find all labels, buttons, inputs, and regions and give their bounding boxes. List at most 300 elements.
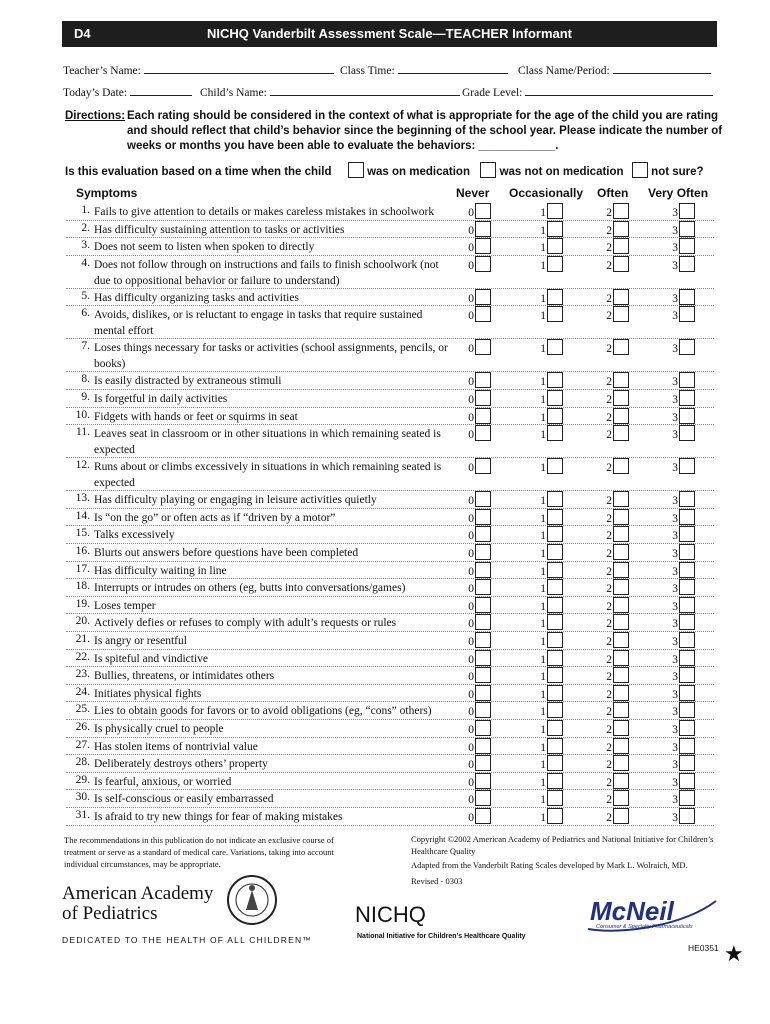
rating-very-often[interactable] — [670, 256, 695, 272]
rating-value: 1 — [540, 207, 546, 219]
rating-checkbox[interactable] — [613, 390, 629, 406]
rating-checkbox[interactable] — [475, 408, 491, 424]
rating-often[interactable] — [604, 339, 629, 355]
rating-occasionally[interactable] — [538, 544, 563, 560]
rating-checkbox[interactable] — [613, 425, 629, 441]
rating-checkbox[interactable] — [679, 702, 695, 718]
rating-checkbox[interactable] — [679, 790, 695, 806]
rating-occasionally[interactable] — [538, 372, 563, 388]
symptom-number: 21. — [75, 633, 90, 645]
rating-often[interactable] — [604, 256, 629, 272]
rating-never[interactable] — [466, 408, 491, 424]
rating-checkbox[interactable] — [613, 509, 629, 525]
rating-occasionally[interactable] — [538, 408, 563, 424]
rating-checkbox[interactable] — [547, 544, 563, 560]
rating-checkbox[interactable] — [679, 509, 695, 525]
rating-checkbox[interactable] — [547, 808, 563, 824]
rating-very-often[interactable] — [670, 808, 695, 824]
rating-occasionally[interactable] — [538, 238, 563, 254]
rating-never[interactable] — [466, 720, 491, 736]
rating-checkbox[interactable] — [613, 339, 629, 355]
rating-occasionally[interactable] — [538, 509, 563, 525]
rating-occasionally[interactable] — [538, 685, 563, 701]
rating-often[interactable] — [604, 390, 629, 406]
rating-never[interactable] — [466, 339, 491, 355]
rating-checkbox[interactable] — [547, 738, 563, 754]
rating-value: 1 — [540, 671, 546, 684]
medication-question-text: Is this evaluation based on a time when the child — [65, 166, 332, 178]
rating-occasionally[interactable] — [538, 790, 563, 806]
rating-never[interactable] — [466, 390, 491, 406]
rating-never[interactable] — [466, 790, 491, 806]
rating-occasionally[interactable] — [538, 339, 563, 355]
rating-occasionally[interactable] — [538, 755, 563, 771]
rating-checkbox[interactable] — [475, 238, 491, 254]
rating-very-often[interactable] — [670, 632, 695, 648]
rating-never[interactable] — [466, 425, 491, 441]
rating-very-often[interactable] — [670, 408, 695, 424]
rating-value: 0 — [468, 462, 474, 475]
rating-checkbox[interactable] — [475, 306, 491, 322]
rating-checkbox[interactable] — [613, 526, 629, 542]
class-period-field[interactable] — [518, 62, 711, 77]
directions-label: Directions: — [65, 110, 126, 122]
grade-level-line[interactable] — [525, 84, 713, 96]
rating-checkbox[interactable] — [679, 579, 695, 595]
rating-checkbox[interactable] — [547, 773, 563, 789]
rating-often[interactable] — [604, 597, 629, 613]
rating-checkbox[interactable] — [547, 650, 563, 666]
rating-checkbox[interactable] — [679, 597, 695, 613]
rating-never[interactable] — [466, 808, 491, 824]
rating-checkbox[interactable] — [547, 339, 563, 355]
rating-checkbox[interactable] — [547, 755, 563, 771]
grade-level-field[interactable] — [462, 84, 713, 99]
rating-often[interactable] — [604, 562, 629, 578]
rating-checkbox[interactable] — [547, 390, 563, 406]
form-code: D4 — [74, 26, 91, 41]
rating-occasionally[interactable] — [538, 458, 563, 474]
rating-checkbox[interactable] — [475, 720, 491, 736]
rating-often[interactable] — [604, 408, 629, 424]
rating-never[interactable] — [466, 238, 491, 254]
rating-value: 1 — [540, 310, 546, 323]
rating-never[interactable] — [466, 458, 491, 474]
rating-checkbox[interactable] — [679, 667, 695, 683]
rating-checkbox[interactable] — [613, 203, 629, 219]
rating-checkbox[interactable] — [613, 256, 629, 272]
rating-checkbox[interactable] — [475, 458, 491, 474]
rating-often[interactable] — [604, 306, 629, 322]
symptom-text: Does not seem to listen when spoken to directly — [94, 241, 315, 254]
rating-checkbox[interactable] — [613, 458, 629, 474]
rating-checkbox[interactable] — [547, 720, 563, 736]
rating-often[interactable] — [604, 720, 629, 736]
rating-very-often[interactable] — [670, 458, 695, 474]
rating-value: 2 — [606, 462, 612, 475]
rating-checkbox[interactable] — [475, 755, 491, 771]
rating-never[interactable] — [466, 256, 491, 272]
class-time-field[interactable] — [340, 62, 508, 77]
rating-often[interactable] — [604, 650, 629, 666]
rating-occasionally[interactable] — [538, 614, 563, 630]
rating-checkbox[interactable] — [613, 702, 629, 718]
todays-date-field[interactable] — [63, 84, 192, 99]
rating-checkbox[interactable] — [475, 339, 491, 355]
rating-value: 3 — [672, 741, 678, 754]
rating-checkbox[interactable] — [679, 372, 695, 388]
rating-checkbox[interactable] — [475, 702, 491, 718]
childs-name-field[interactable] — [200, 84, 460, 99]
rating-often[interactable] — [604, 203, 629, 219]
symptom-number: 25. — [75, 703, 90, 716]
rating-value: 2 — [606, 207, 612, 219]
rating-checkbox[interactable] — [547, 289, 563, 305]
rating-very-often[interactable] — [670, 667, 695, 683]
rating-checkbox[interactable] — [475, 425, 491, 441]
rating-occasionally[interactable] — [538, 650, 563, 666]
rating-checkbox[interactable] — [613, 808, 629, 824]
medication-yes-checkbox[interactable] — [348, 162, 364, 178]
rating-checkbox[interactable] — [679, 203, 695, 219]
rating-value: 0 — [468, 429, 474, 442]
rating-very-often[interactable] — [670, 702, 695, 718]
rating-very-often[interactable] — [670, 650, 695, 666]
rating-occasionally[interactable] — [538, 720, 563, 736]
rating-value: 1 — [540, 224, 546, 237]
rating-checkbox[interactable] — [475, 790, 491, 806]
rating-checkbox[interactable] — [613, 544, 629, 560]
rating-value: 1 — [540, 512, 546, 525]
rating-never[interactable] — [466, 372, 491, 388]
rating-never[interactable] — [466, 773, 491, 789]
symptom-number: 7. — [81, 340, 90, 353]
rating-checkbox[interactable] — [475, 289, 491, 305]
rating-checkbox[interactable] — [679, 544, 695, 560]
rating-checkbox[interactable] — [547, 203, 563, 219]
rating-very-often[interactable] — [670, 597, 695, 613]
rating-checkbox[interactable] — [679, 306, 695, 322]
symptom-text: Is self-conscious or easily embarrassed — [94, 793, 274, 806]
rating-never[interactable] — [466, 632, 491, 648]
rating-checkbox[interactable] — [613, 562, 629, 578]
teacher-name-field[interactable] — [63, 62, 334, 77]
rating-very-often[interactable] — [670, 425, 695, 441]
rating-very-often[interactable] — [670, 509, 695, 525]
rating-very-often[interactable] — [670, 491, 695, 507]
rating-very-often[interactable] — [670, 238, 695, 254]
rating-checkbox[interactable] — [475, 491, 491, 507]
rating-checkbox[interactable] — [613, 720, 629, 736]
rating-checkbox[interactable] — [679, 390, 695, 406]
rating-checkbox[interactable] — [547, 509, 563, 525]
rating-very-often[interactable] — [670, 372, 695, 388]
rating-occasionally[interactable] — [538, 390, 563, 406]
rating-often[interactable] — [604, 238, 629, 254]
rating-checkbox[interactable] — [679, 755, 695, 771]
rating-occasionally[interactable] — [538, 203, 563, 219]
rating-checkbox[interactable] — [547, 597, 563, 613]
rating-value: 3 — [672, 259, 678, 272]
rating-often[interactable] — [604, 773, 629, 789]
rating-checkbox[interactable] — [679, 408, 695, 424]
rating-checkbox[interactable] — [475, 390, 491, 406]
rating-never[interactable] — [466, 306, 491, 322]
rating-often[interactable] — [604, 579, 629, 595]
rating-checkbox[interactable] — [679, 425, 695, 441]
rating-checkbox[interactable] — [613, 755, 629, 771]
rating-very-often[interactable] — [670, 390, 695, 406]
todays-date-line[interactable] — [130, 84, 192, 96]
rating-checkbox[interactable] — [547, 408, 563, 424]
rating-often[interactable] — [604, 614, 629, 630]
rating-checkbox[interactable] — [547, 685, 563, 701]
rating-checkbox[interactable] — [679, 685, 695, 701]
rating-very-often[interactable] — [670, 614, 695, 630]
rating-occasionally[interactable] — [538, 632, 563, 648]
rating-very-often[interactable] — [670, 562, 695, 578]
rating-never[interactable] — [466, 738, 491, 754]
rating-often[interactable] — [604, 458, 629, 474]
rating-checkbox[interactable] — [475, 773, 491, 789]
rating-checkbox[interactable] — [547, 221, 563, 237]
rating-occasionally[interactable] — [538, 491, 563, 507]
rating-checkbox[interactable] — [679, 738, 695, 754]
rating-occasionally[interactable] — [538, 306, 563, 322]
rating-value: 3 — [672, 292, 678, 305]
rating-value: 3 — [672, 394, 678, 406]
rating-occasionally[interactable] — [538, 562, 563, 578]
rating-checkbox[interactable] — [679, 562, 695, 578]
rating-checkbox[interactable] — [613, 773, 629, 789]
symptom-number: 4. — [81, 256, 90, 269]
rating-checkbox[interactable] — [613, 790, 629, 806]
rating-checkbox[interactable] — [475, 509, 491, 525]
rating-checkbox[interactable] — [679, 773, 695, 789]
rating-often[interactable] — [604, 738, 629, 754]
rating-checkbox[interactable] — [547, 632, 563, 648]
rating-checkbox[interactable] — [547, 458, 563, 474]
rating-occasionally[interactable] — [538, 738, 563, 754]
rating-checkbox[interactable] — [475, 562, 491, 578]
rating-occasionally[interactable] — [538, 579, 563, 595]
rating-checkbox[interactable] — [679, 256, 695, 272]
rating-checkbox[interactable] — [547, 526, 563, 542]
rating-checkbox[interactable] — [547, 491, 563, 507]
rating-checkbox[interactable] — [679, 614, 695, 630]
rating-very-often[interactable] — [670, 685, 695, 701]
rating-value: 1 — [540, 688, 546, 701]
rating-occasionally[interactable] — [538, 667, 563, 683]
rating-very-often[interactable] — [670, 720, 695, 736]
rating-checkbox[interactable] — [613, 221, 629, 237]
rating-often[interactable] — [604, 526, 629, 542]
medication-no-checkbox[interactable] — [480, 162, 496, 178]
rating-never[interactable] — [466, 526, 491, 542]
rating-checkbox[interactable] — [613, 597, 629, 613]
rating-never[interactable] — [466, 579, 491, 595]
rating-never[interactable] — [466, 650, 491, 666]
rating-very-often[interactable] — [670, 579, 695, 595]
rating-checkbox[interactable] — [679, 720, 695, 736]
rating-often[interactable] — [604, 425, 629, 441]
rating-checkbox[interactable] — [475, 544, 491, 560]
rating-never[interactable] — [466, 491, 491, 507]
rating-checkbox[interactable] — [613, 306, 629, 322]
rating-checkbox[interactable] — [475, 221, 491, 237]
rating-never[interactable] — [466, 702, 491, 718]
rating-never[interactable] — [466, 289, 491, 305]
rating-often[interactable] — [604, 632, 629, 648]
rating-very-often[interactable] — [670, 755, 695, 771]
rating-never[interactable] — [466, 685, 491, 701]
childs-name-line[interactable] — [270, 84, 460, 96]
rating-value: 0 — [468, 776, 474, 789]
rating-checkbox[interactable] — [475, 256, 491, 272]
rating-value: 3 — [672, 530, 678, 543]
rating-very-often[interactable] — [670, 790, 695, 806]
rating-often[interactable] — [604, 755, 629, 771]
rating-value: 3 — [672, 636, 678, 648]
rating-checkbox[interactable] — [613, 579, 629, 595]
rating-value: 0 — [468, 671, 474, 684]
rating-never[interactable] — [466, 562, 491, 578]
rating-often[interactable] — [604, 667, 629, 683]
rating-checkbox[interactable] — [679, 339, 695, 355]
rating-often[interactable] — [604, 372, 629, 388]
rating-checkbox[interactable] — [679, 491, 695, 507]
rating-often[interactable] — [604, 509, 629, 525]
rating-value: 3 — [672, 411, 678, 424]
nichq-logo: NICHQ — [355, 902, 426, 927]
rating-never[interactable] — [466, 597, 491, 613]
rating-very-often[interactable] — [670, 289, 695, 305]
rating-checkbox[interactable] — [475, 614, 491, 630]
rating-checkbox[interactable] — [547, 238, 563, 254]
rating-checkbox[interactable] — [679, 458, 695, 474]
rating-occasionally[interactable] — [538, 425, 563, 441]
rating-checkbox[interactable] — [475, 372, 491, 388]
medication-unsure-checkbox[interactable] — [632, 162, 648, 178]
rating-value: 1 — [540, 394, 546, 406]
rating-checkbox[interactable] — [475, 738, 491, 754]
rating-value: 2 — [606, 724, 612, 736]
rating-checkbox[interactable] — [475, 203, 491, 219]
rating-often[interactable] — [604, 491, 629, 507]
rating-value: 2 — [606, 812, 612, 824]
rating-very-often[interactable] — [670, 526, 695, 542]
rating-checkbox[interactable] — [547, 425, 563, 441]
rating-occasionally[interactable] — [538, 256, 563, 272]
rating-occasionally[interactable] — [538, 597, 563, 613]
rating-occasionally[interactable] — [538, 526, 563, 542]
rating-very-often[interactable] — [670, 221, 695, 237]
rating-checkbox[interactable] — [613, 614, 629, 630]
rating-very-often[interactable] — [670, 203, 695, 219]
star-icon: ★ — [724, 941, 744, 966]
class-time-line[interactable] — [398, 62, 508, 74]
rating-occasionally[interactable] — [538, 702, 563, 718]
rating-never[interactable] — [466, 544, 491, 560]
rating-often[interactable] — [604, 685, 629, 701]
rating-checkbox[interactable] — [475, 808, 491, 824]
rating-checkbox[interactable] — [679, 526, 695, 542]
rating-never[interactable] — [466, 221, 491, 237]
class-period-line[interactable] — [613, 62, 711, 74]
symptom-text: Has stolen items of nontrivial value — [94, 740, 258, 753]
rating-checkbox[interactable] — [679, 650, 695, 666]
rating-very-often[interactable] — [670, 544, 695, 560]
rating-occasionally[interactable] — [538, 773, 563, 789]
teacher-name-line[interactable] — [144, 62, 334, 74]
rating-checkbox[interactable] — [547, 372, 563, 388]
rating-checkbox[interactable] — [679, 289, 695, 305]
rating-checkbox[interactable] — [613, 738, 629, 754]
rating-checkbox[interactable] — [613, 632, 629, 648]
rating-checkbox[interactable] — [475, 632, 491, 648]
rating-occasionally[interactable] — [538, 221, 563, 237]
rating-checkbox[interactable] — [679, 808, 695, 824]
rating-checkbox[interactable] — [679, 238, 695, 254]
rating-often[interactable] — [604, 544, 629, 560]
rating-checkbox[interactable] — [613, 238, 629, 254]
rating-checkbox[interactable] — [613, 289, 629, 305]
rating-checkbox[interactable] — [679, 632, 695, 648]
rating-checkbox[interactable] — [475, 579, 491, 595]
rating-value: 1 — [540, 429, 546, 442]
rating-very-often[interactable] — [670, 339, 695, 355]
rating-checkbox[interactable] — [475, 667, 491, 683]
rating-occasionally[interactable] — [538, 289, 563, 305]
rating-never[interactable] — [466, 509, 491, 525]
rating-never[interactable] — [466, 203, 491, 219]
rating-checkbox[interactable] — [613, 685, 629, 701]
rating-checkbox[interactable] — [475, 597, 491, 613]
rating-very-often[interactable] — [670, 738, 695, 754]
rating-often[interactable] — [604, 702, 629, 718]
rating-very-often[interactable] — [670, 306, 695, 322]
rating-checkbox[interactable] — [547, 614, 563, 630]
rating-checkbox[interactable] — [547, 702, 563, 718]
rating-often[interactable] — [604, 221, 629, 237]
rating-checkbox[interactable] — [547, 562, 563, 578]
rating-occasionally[interactable] — [538, 808, 563, 824]
rating-checkbox[interactable] — [679, 221, 695, 237]
rating-checkbox[interactable] — [613, 372, 629, 388]
rating-checkbox[interactable] — [547, 579, 563, 595]
rating-checkbox[interactable] — [475, 685, 491, 701]
symptom-text: Fails to give attention to details or makes careless mistakes in schoolwork — [94, 206, 435, 218]
rating-often[interactable] — [604, 808, 629, 824]
rating-value: 2 — [606, 671, 612, 684]
rating-very-often[interactable] — [670, 773, 695, 789]
rating-often[interactable] — [604, 790, 629, 806]
rating-checkbox[interactable] — [547, 306, 563, 322]
rating-checkbox[interactable] — [475, 526, 491, 542]
rating-checkbox[interactable] — [475, 650, 491, 666]
rating-checkbox[interactable] — [547, 667, 563, 683]
rating-checkbox[interactable] — [613, 667, 629, 683]
rating-often[interactable] — [604, 289, 629, 305]
rating-never[interactable] — [466, 667, 491, 683]
rating-checkbox[interactable] — [613, 408, 629, 424]
rating-never[interactable] — [466, 614, 491, 630]
rating-checkbox[interactable] — [547, 790, 563, 806]
rating-checkbox[interactable] — [613, 491, 629, 507]
rating-checkbox[interactable] — [547, 256, 563, 272]
rating-never[interactable] — [466, 755, 491, 771]
rating-checkbox[interactable] — [613, 650, 629, 666]
